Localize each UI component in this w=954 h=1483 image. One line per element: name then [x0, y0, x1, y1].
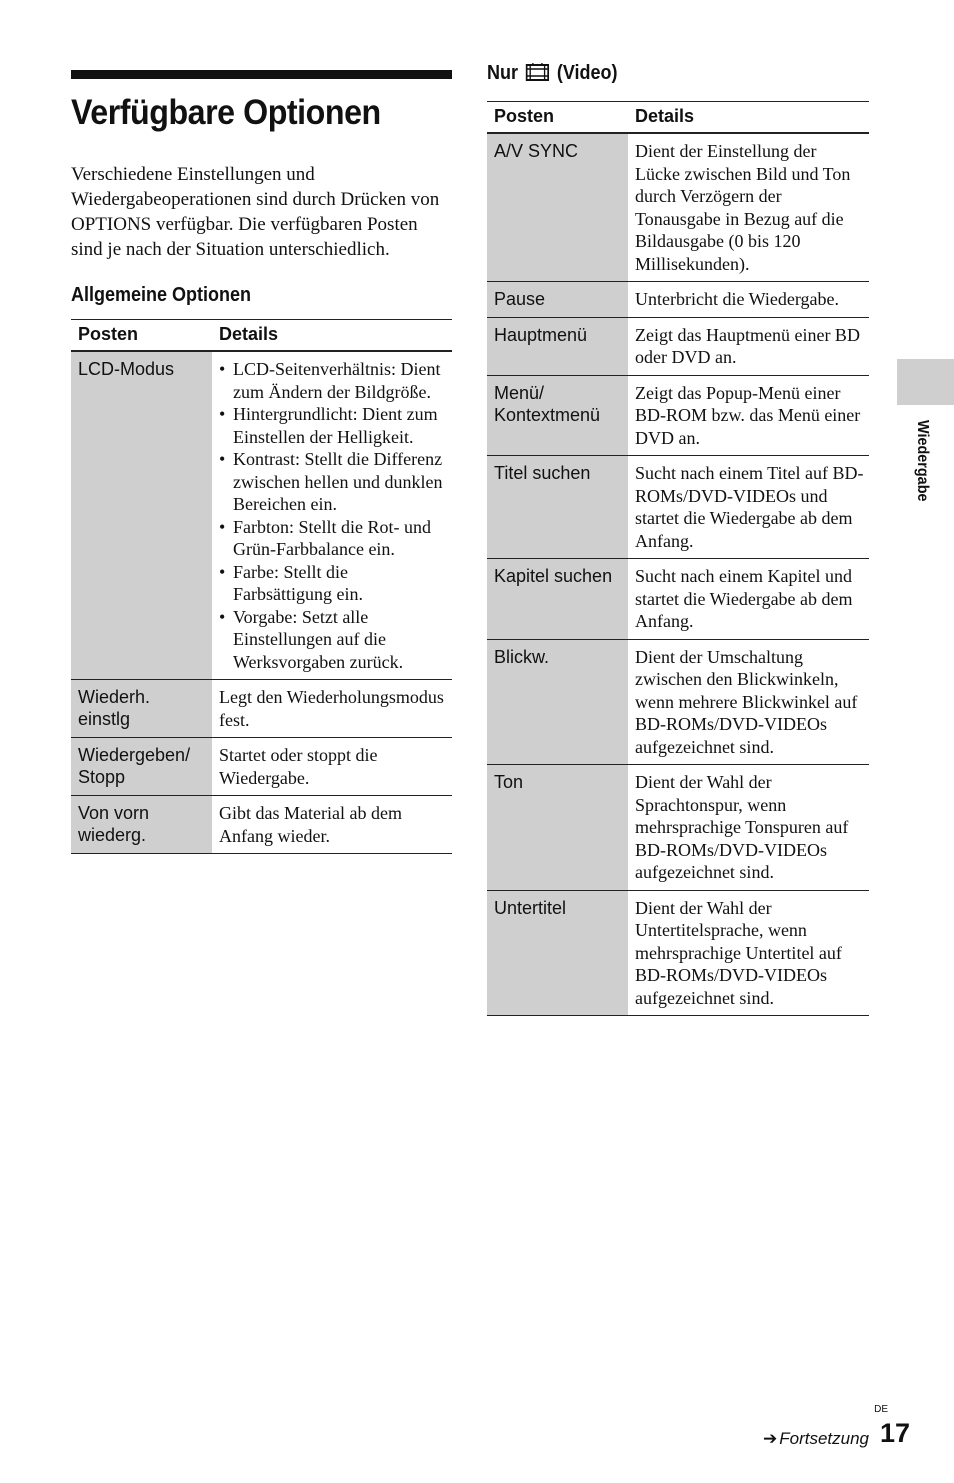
row-details: Dient der Einstellung der Lücke zwischen Bild und Ton durch Verzögern der Tonausgabe in Bezug auf die Bildausgabe (0 bis 120 Millisekunden). [628, 133, 869, 282]
film-icon [526, 62, 549, 88]
row-details: Gibt das Material ab dem Anfang wieder. [212, 796, 452, 854]
heading-prefix: Nur [487, 62, 519, 84]
row-details: Dient der Wahl der Sprachtonspur, wenn mehrsprachige Tonspuren auf BD-ROMs/DVD-VIDEOs aufgezeichnet sind. [628, 765, 869, 891]
row-key: Wiederh. einstlg [71, 680, 212, 738]
table-row [487, 133, 869, 282]
row-key: Hauptmenü [487, 317, 628, 375]
general-options-table [71, 319, 452, 854]
row-details: Sucht nach einem Titel auf BD-ROMs/DVD-VIDEOs und startet die Wiedergabe ab dem Anfang. [628, 456, 869, 559]
table-row [487, 282, 869, 318]
left-column [71, 70, 452, 854]
list-item: • Hintergrundlicht: Dient zum Einstellen der Helligkeit. [219, 403, 448, 448]
row-details [212, 351, 452, 680]
row-key: Wiedergeben/ Stopp [71, 738, 212, 796]
row-details: Zeigt das Popup-Menü einer BD-ROM bzw. das Menü einer DVD an. [628, 375, 869, 456]
list-item: • Farbton: Stellt die Rot- und Grün-Farbbalance ein. [219, 516, 448, 561]
row-details: Zeigt das Hauptmenü einer BD oder DVD an. [628, 317, 869, 375]
row-key: Untertitel [487, 890, 628, 1016]
heading-suffix: (Video) [556, 62, 618, 84]
list-item: • Farbe: Stellt die Farbsättigung ein. [219, 561, 448, 606]
list-item: • LCD-Seitenverhältnis: Dient zum Ändern der Bildgröße. [219, 358, 448, 403]
arrow-right-icon: ➔ [762, 1429, 778, 1448]
section-tab-marker [897, 359, 954, 405]
row-details: Dient der Umschaltung zwischen den Blickwinkeln, wenn mehrere Blickwinkel auf BD-ROMs/DVD-VIDEOs aufgezeichnet sind. [628, 639, 869, 765]
row-key: Pause [487, 282, 628, 318]
page-number: 17 [879, 1418, 910, 1448]
column-header-posten: Posten [487, 102, 628, 134]
table-row [487, 765, 869, 891]
lcd-options-list [219, 358, 448, 673]
row-key: Blickw. [487, 639, 628, 765]
row-key: Kapitel suchen [487, 559, 628, 640]
table-row [71, 351, 452, 680]
row-details: Legt den Wiederholungsmodus fest. [212, 680, 452, 738]
table-row [487, 890, 869, 1016]
list-item: • Vorgabe: Setzt alle Einstellungen auf die Werksvorgaben zurück. [219, 606, 448, 674]
table-row [487, 639, 869, 765]
column-header-details: Details [628, 102, 869, 134]
row-key: Von vorn wiederg. [71, 796, 212, 854]
continuation-note [763, 1429, 869, 1449]
video-options-table [487, 101, 869, 1016]
section-label: Wiedergabe [914, 420, 931, 502]
video-options-heading [487, 62, 831, 88]
column-header-posten: Posten [71, 320, 212, 352]
table-row [71, 738, 452, 796]
row-key: Ton [487, 765, 628, 891]
row-key: Titel suchen [487, 456, 628, 559]
row-details: Dient der Wahl der Untertitelsprache, wenn mehrsprachige Untertitel auf BD-ROMs/DVD-VIDEOs aufgezeichnet sind. [628, 890, 869, 1016]
intro-paragraph: Verschiedene Einstellungen und Wiedergabeoperationen sind durch Drücken von OPTIONS verfügbar. Die verfügbaren Posten sind je nach der Situation unterschiedlich. [71, 164, 440, 260]
table-row [71, 796, 452, 854]
table-header-row [71, 320, 452, 352]
table-header-row [487, 102, 869, 134]
column-header-details: Details [212, 320, 452, 352]
page-title: Verfügbare Optionen [71, 93, 381, 132]
row-key: LCD-Modus [71, 351, 212, 680]
table-row [487, 456, 869, 559]
language-code: DE [874, 1404, 888, 1415]
general-options-heading: Allgemeine Optionen [71, 284, 252, 306]
row-key: A/V SYNC [487, 133, 628, 282]
continuation-label: Fortsetzung [779, 1429, 869, 1448]
table-row [71, 680, 452, 738]
list-item: • Kontrast: Stellt die Differenz zwischen hellen und dunklen Bereichen ein. [219, 448, 448, 516]
row-details: Startet oder stoppt die Wiedergabe. [212, 738, 452, 796]
table-row [487, 559, 869, 640]
table-row [487, 317, 869, 375]
table-row [487, 375, 869, 456]
row-details: Sucht nach einem Kapitel und startet die Wiedergabe ab dem Anfang. [628, 559, 869, 640]
page-footer [710, 1404, 910, 1464]
right-column [487, 62, 869, 1016]
row-key: Menü/ Kontextmenü [487, 375, 628, 456]
row-details: Unterbricht die Wiedergabe. [628, 282, 869, 318]
title-rule [71, 70, 452, 79]
